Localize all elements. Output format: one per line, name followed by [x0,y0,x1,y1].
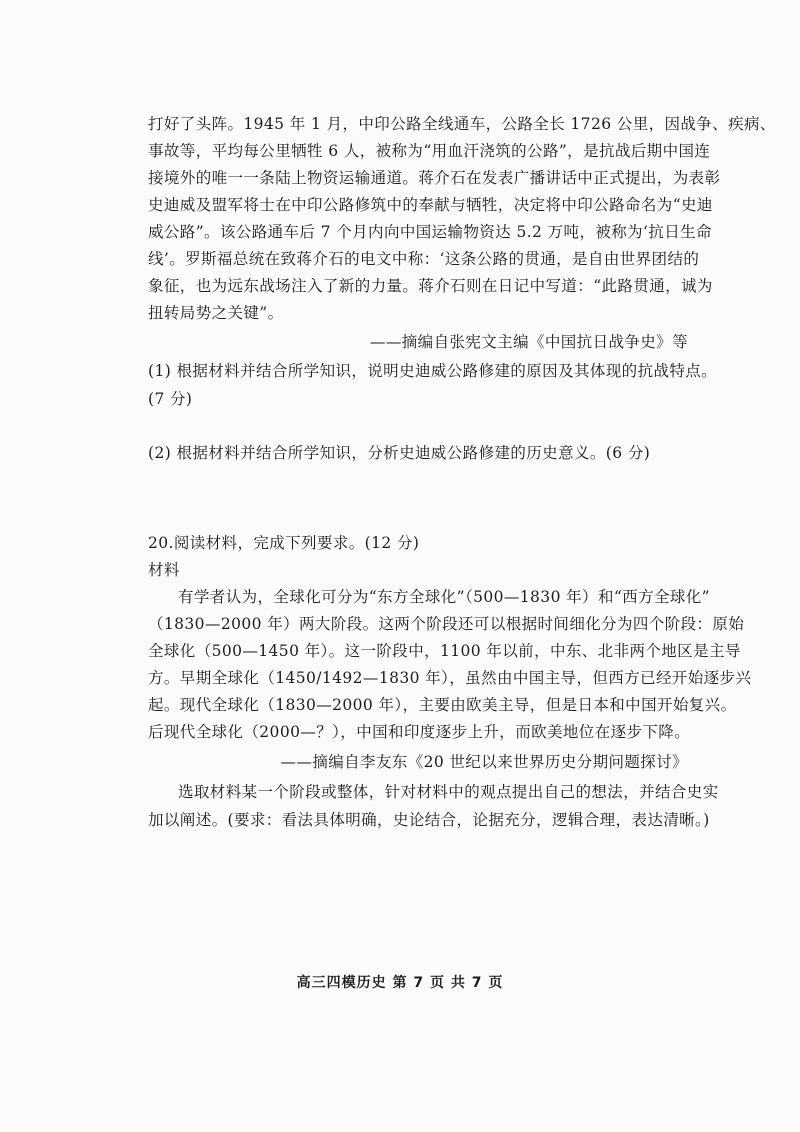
material19-line-5: 威公路”。该公路通车后 7 个月内向中国运输物资达 5.2 万吨，被称为‘抗日生命 [148,223,712,241]
q20-material-line-5: 起。现代全球化（1830—2000 年），主要由欧美主导，但是日本和中国开始复兴。 [148,696,737,714]
q20-material-line-1: 有学者认为，全球化可分为“东方全球化”（500—1830 年）和“西方全球化” [178,588,711,606]
q20-heading: 20.阅读材料，完成下列要求。(12 分) [148,534,420,552]
material19-line-7: 象征，也为远东战场注入了新的力量。蒋介石则在日记中写道：“此路贯通，诚为 [148,277,713,295]
q20-source: ——摘编自李友东《20 世纪以来世界历史分期问题探讨》 [280,753,688,771]
material19-line-6: 线’。罗斯福总统在致蒋介石的电文中称：‘这条公路的贯通，是自由世界团结的 [148,250,700,268]
q20-task-line2: 加以阐述。(要求：看法具体明确，史论结合，论据充分，逻辑合理，表达清晰。) [148,811,710,829]
material19-line-4: 史迪威及盟军将士在中印公路修筑中的奉献与牺牲，决定将中印公路命名为“史迪 [148,196,713,214]
q19-part1-line1: (1) 根据材料并结合所学知识，说明史迪威公路修建的原因及其体现的抗战特点。 [148,362,718,380]
q20-task-line1: 选取材料某一个阶段或整体，针对材料中的观点提出自己的想法，并结合史实 [178,783,719,801]
q19-part2: (2) 根据材料并结合所学知识，分析史迪威公路修建的历史意义。(6 分) [148,444,651,462]
material19-line-8: 扭转局势之关键”。 [148,304,284,322]
page-footer: 高三四模历史 第 7 页 共 7 页 [296,975,504,991]
q20-material-line-2: （1830—2000 年）两大阶段。这两个阶段还可以根据时间细化分为四个阶段：原始 [148,615,745,633]
material19-line-3: 接境外的唯一一条陆上物资运输通道。蒋介石在发表广播讲话中正式提出，为表彰 [148,169,721,187]
material19-line-1: 打好了头阵。1945 年 1 月，中印公路全线通车，公路全长 1726 公里，因战争、疾病、 [148,115,776,133]
q20-material-line-4: 方。早期全球化（1450/1492—1830 年），虽然由中国主导，但西方已经开始逐步兴 [148,669,752,687]
q20-material-line-3: 全球化（500—1450 年）。这一阶段中，1100 年以前，中东、北非两个地区是主导 [148,642,741,660]
material19-line-2: 事故等，平均每公里牺牲 6 人，被称为“用血汗浇筑的公路”，是抗战后期中国连 [148,142,711,160]
q20-material-label: 材料 [148,561,180,579]
q20-material-line-6: 后现代全球化（2000—？），中国和印度逐步上升，而欧美地位在逐步下降。 [148,723,691,741]
q19-part1-line2: (7 分) [148,390,193,408]
material19-source: ——摘编自张宪文主编《中国抗日战争史》等 [369,333,688,351]
